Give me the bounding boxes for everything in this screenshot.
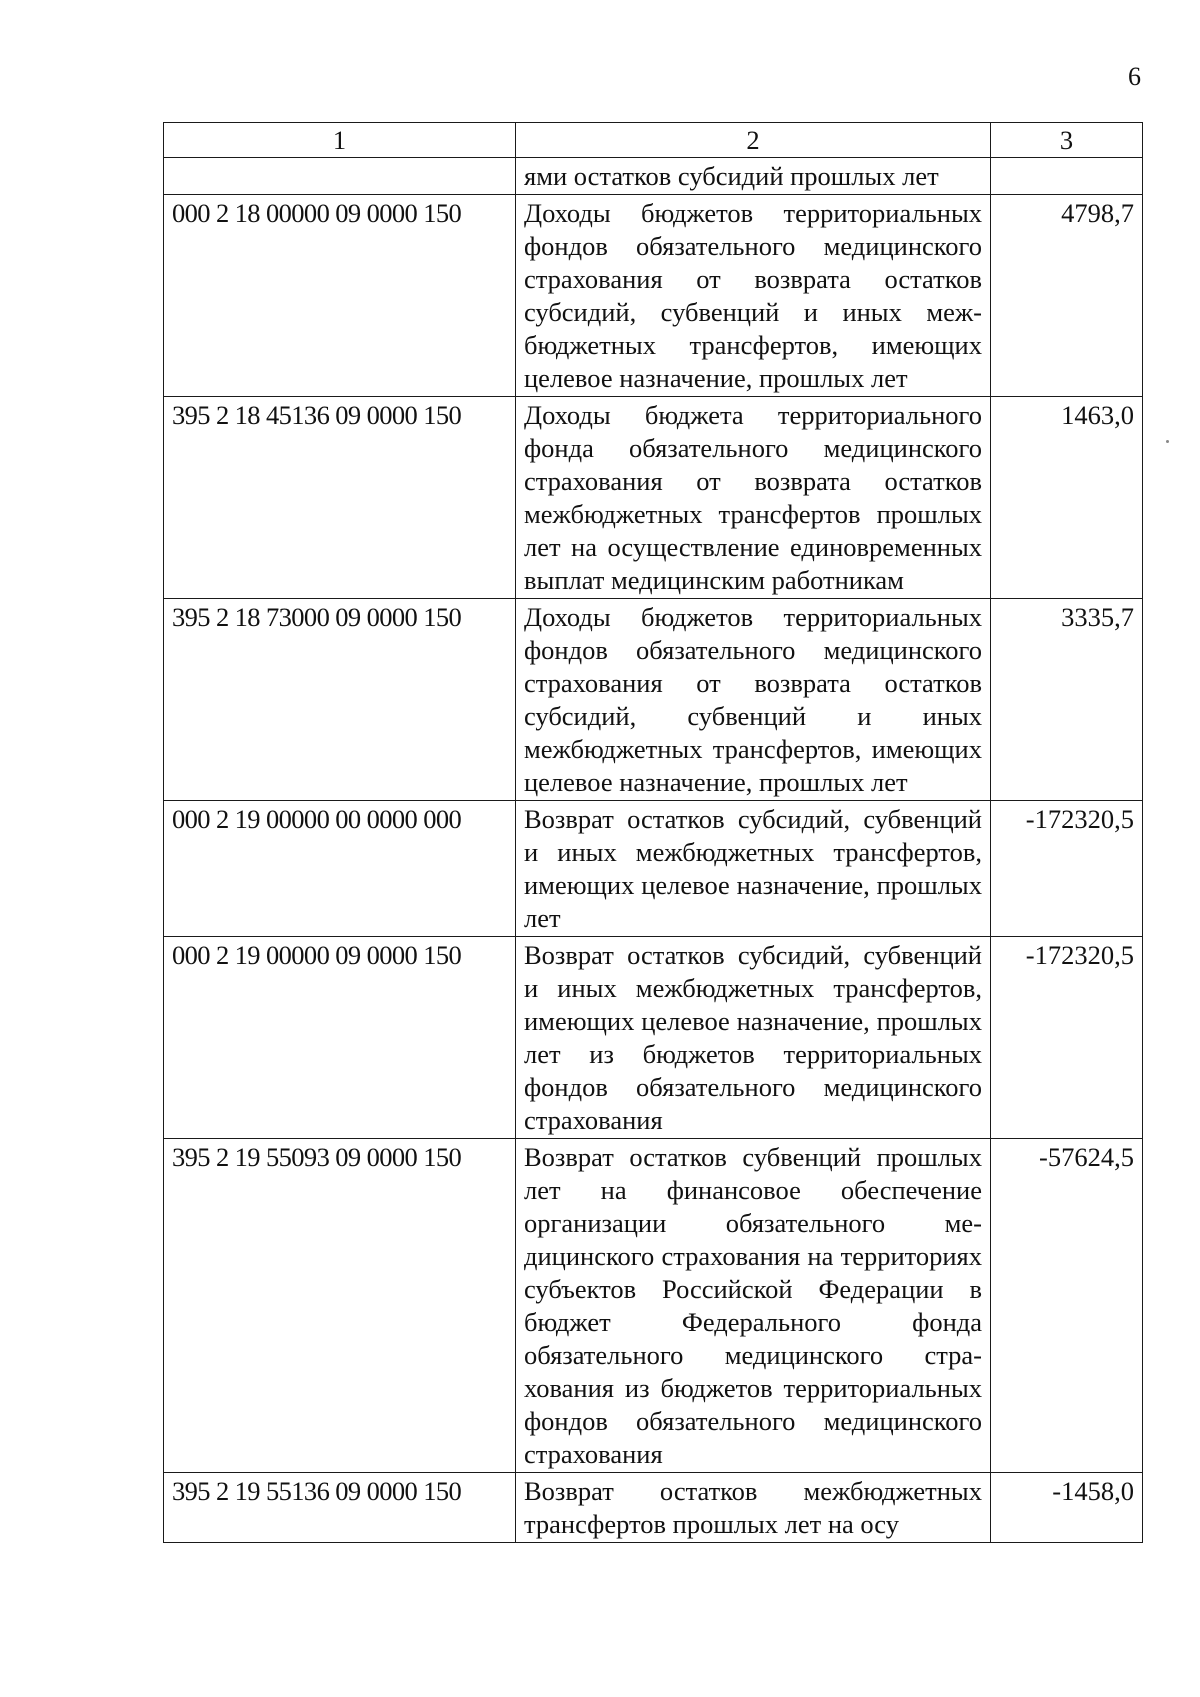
column-header-description: 2 bbox=[516, 123, 991, 158]
budget-code: 395 2 18 73000 09 0000 150 bbox=[164, 599, 516, 801]
column-header-code: 1 bbox=[164, 123, 516, 158]
budget-table bbox=[163, 122, 1143, 1543]
row-amount: 3335,7 bbox=[991, 599, 1143, 801]
table-row bbox=[164, 195, 1143, 397]
table-row bbox=[164, 397, 1143, 599]
budget-code: 000 2 19 00000 00 0000 000 bbox=[164, 801, 516, 937]
row-amount: -57624,5 bbox=[991, 1139, 1143, 1473]
table-row bbox=[164, 158, 1143, 195]
page-number: 6 bbox=[1128, 62, 1141, 91]
table-row bbox=[164, 1473, 1143, 1543]
row-description: ями остатков субсидий прошлых лет bbox=[516, 158, 991, 195]
budget-code: 395 2 18 45136 09 0000 150 bbox=[164, 397, 516, 599]
table-row bbox=[164, 937, 1143, 1139]
row-description: Возврат остатков субвенций прошлых лет на финансовое обеспечение организации обязательного медицинского страхования на территориях субъектов Российской Федерации в бюджет Федерального фонда обязательного медицинского страхования из бюджетов территориальных фондов обязательного медицинского страхования bbox=[516, 1139, 991, 1473]
budget-code: 000 2 19 00000 09 0000 150 bbox=[164, 937, 516, 1139]
row-amount: 1463,0 bbox=[991, 397, 1143, 599]
row-amount: -172320,5 bbox=[991, 801, 1143, 937]
table-row bbox=[164, 801, 1143, 937]
table-row bbox=[164, 599, 1143, 801]
table-row bbox=[164, 1139, 1143, 1473]
row-description: Возврат остатков субсидий, субвенций и иных межбюджетных трансфертов, имеющих целевое назначение, прошлых лет bbox=[516, 801, 991, 937]
row-description: Доходы бюджетов территориальных фондов обязательного медицинского страхования от возврата остатков субсидий, субвенций и иных межбюджетных трансфертов, имеющих целевое назначение, прошлых лет bbox=[516, 599, 991, 801]
row-description: Доходы бюджетов территориальных фондов обязательного медицинского страхования от возврата остатков субсидий, субвенций и иных межбюджетных трансфертов, имеющих целевое назначение, прошлых лет bbox=[516, 195, 991, 397]
row-amount bbox=[991, 158, 1143, 195]
table-header-row bbox=[164, 123, 1143, 158]
column-header-amount: 3 bbox=[991, 123, 1143, 158]
row-amount: -1458,0 bbox=[991, 1473, 1143, 1543]
scan-speck bbox=[1166, 440, 1169, 443]
budget-code: 395 2 19 55093 09 0000 150 bbox=[164, 1139, 516, 1473]
budget-code bbox=[164, 158, 516, 195]
row-description: Доходы бюджета территориального фонда обязательного медицинского страхования от возврата остатков межбюджетных трансфертов прошлых лет на осуществление единовременных выплат медицинским работникам bbox=[516, 397, 991, 599]
budget-code: 395 2 19 55136 09 0000 150 bbox=[164, 1473, 516, 1543]
row-description: Возврат остатков межбюджетных трансфертов прошлых лет на осу bbox=[516, 1473, 991, 1543]
row-amount: 4798,7 bbox=[991, 195, 1143, 397]
row-description: Возврат остатков субсидий, субвенций и иных межбюджетных трансфертов, имеющих целевое назначение, прошлых лет из бюджетов территориальных фондов обязательного медицинского страхования bbox=[516, 937, 991, 1139]
budget-code: 000 2 18 00000 09 0000 150 bbox=[164, 195, 516, 397]
row-amount: -172320,5 bbox=[991, 937, 1143, 1139]
